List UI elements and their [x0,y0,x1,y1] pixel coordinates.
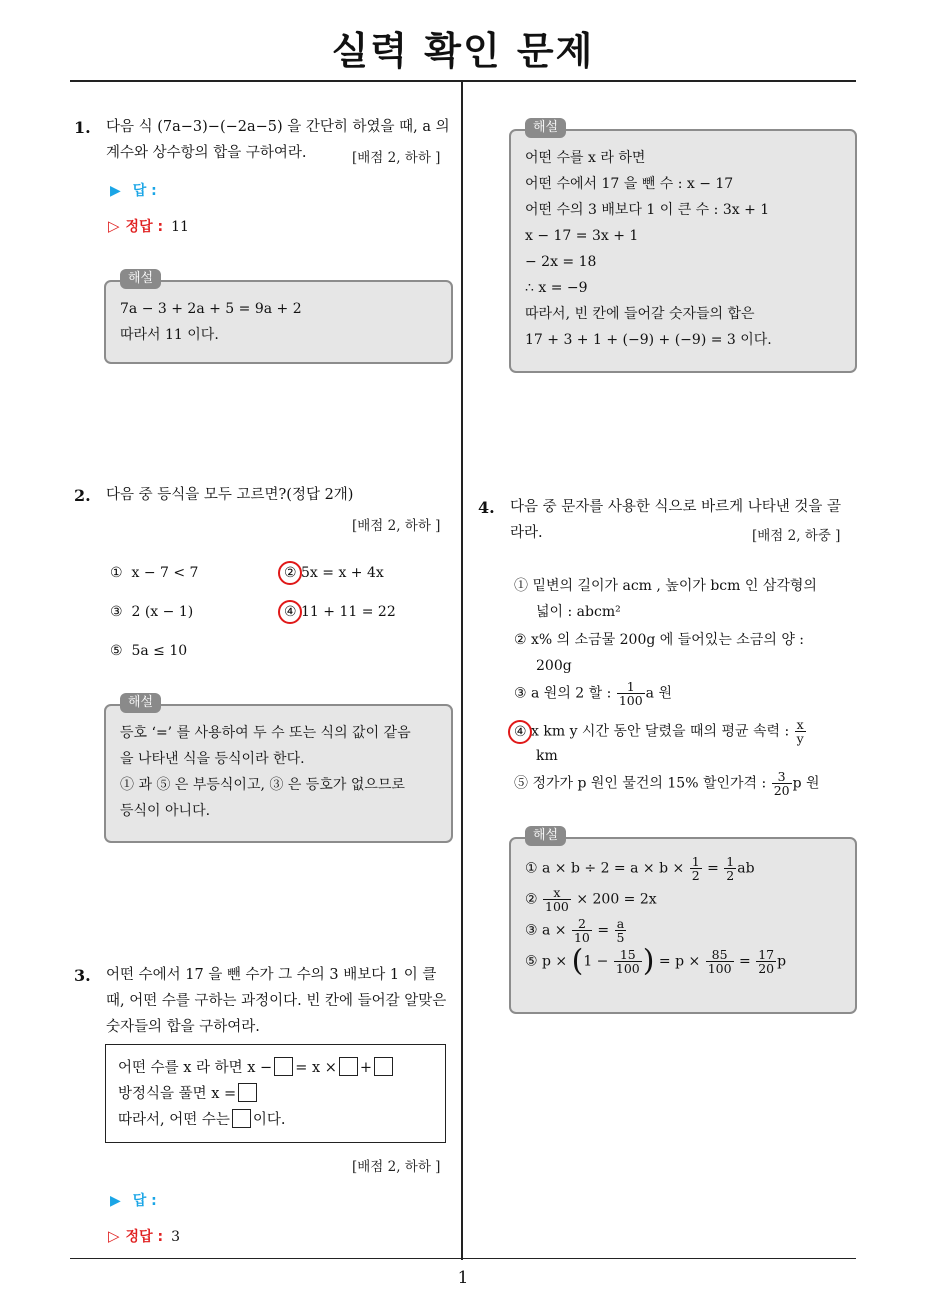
fraction [690,855,702,882]
expl-text: = [739,953,751,970]
answer-arrow-icon: ▶ [110,1193,121,1209]
explanation-line: 어떤 수의 3 배보다 1 이 큰 수 : 3x + 1 [525,202,770,218]
question-1-explanation [104,271,453,364]
q4-choice-5[interactable] [514,770,820,797]
explanation-line: 어떤 수에서 17 을 뺀 수 : x − 17 [525,176,734,192]
explanation-tag: 해설 [525,826,566,846]
question-3-text [106,962,458,1040]
numerator: 15 [614,948,642,962]
denominator: 100 [545,899,569,914]
explanation-line-2 [525,886,841,913]
choice-text: x km y 시간 동안 달렸을 때의 평균 속력 : [531,723,790,740]
question-3-answer-row [110,1190,157,1210]
choice-1[interactable] [110,565,198,581]
denominator: 10 [573,930,590,945]
question-3-explanation [509,120,857,373]
choice-text: 11 + 11 = 22 [301,604,396,620]
q4-choice-4[interactable] [514,718,807,767]
denominator: 100 [618,693,643,708]
box-line-2 [118,1081,433,1107]
numerator: 85 [706,948,734,962]
question-3-line-2: 때, 어떤 수를 구하는 과정이다. 빈 칸에 들어갈 알맞은 [106,993,447,1009]
choice-text: 2 (x − 1) [131,604,194,620]
choice-text: x − 7 < 7 [131,565,199,581]
paren: ( [571,943,584,979]
explanation-line: 따라서 11 이다. [120,327,219,343]
choice-text: 200g [536,658,572,674]
expl-text: = [707,860,719,877]
answer-label: 답 : [132,1193,157,1209]
fraction [615,917,627,944]
blank-box[interactable] [274,1057,293,1076]
numerator: x [796,717,804,732]
question-4-line-2: 라라. [510,525,543,541]
fraction [795,718,806,745]
fraction [772,770,792,797]
choice-mark: ① [110,565,123,581]
choice-text: p 원 [792,775,820,792]
denominator: 5 [616,930,625,945]
question-3-correct-row [108,1226,180,1246]
fraction [756,948,776,975]
explanation-line: 등호 ‘=’ 를 사용하여 두 수 또는 식의 값이 같음 [120,725,411,741]
question-4-meta: [배점 2, 하중 ] [752,528,841,544]
choice-text: ② x% 의 소금물 200g 에 들어있는 소금의 양 : [514,632,805,648]
question-4-explanation [509,828,857,1014]
column-divider [461,82,463,1260]
choice-4[interactable] [284,604,396,620]
explanation-line-1 [525,855,841,882]
expl-text: ② [525,891,538,908]
box-text: = x × [295,1060,337,1076]
denominator: 100 [615,961,640,976]
expl-text: = p × [658,953,701,970]
numerator: 3 [772,770,792,784]
q4-choice-2[interactable] [514,627,804,679]
explanation-tag: 해설 [120,693,161,713]
choice-mark: ② [284,565,297,581]
fraction [706,948,734,975]
answer-arrow-icon: ▶ [110,183,121,199]
denominator: 20 [758,961,775,976]
choice-2[interactable] [284,565,384,581]
question-1-meta: [배점 2, 하하 ] [352,150,441,166]
fraction [614,948,642,975]
explanation-line: x − 17 = 3x + 1 [525,228,639,244]
choice-text: 5x = x + 4x [301,565,384,581]
box-text: + [359,1060,373,1076]
question-3-number: 3. [74,966,91,985]
question-2-number: 2. [74,486,91,505]
bottom-rule [70,1258,856,1259]
numerator: 17 [758,947,775,962]
choice-3[interactable] [110,604,193,620]
choice-mark: ④ [284,604,297,620]
box-line-1 [118,1055,433,1081]
blank-box[interactable] [339,1057,358,1076]
expl-text: 1 − [583,953,609,970]
question-3-correct-value: 3 [171,1229,180,1245]
question-3-line-1: 어떤 수에서 17 을 뺀 수가 그 수의 3 배보다 1 이 클 [106,967,437,983]
paren: ) [642,943,655,979]
question-4-number: 4. [478,498,495,517]
expl-text: ⑤ p × [525,953,568,970]
selected-circle-icon [278,561,302,585]
choice-text: 넓이 : abcm² [536,604,621,620]
explanation-tag: 해설 [120,269,161,289]
choice-text: a 원 [645,685,672,702]
blank-box[interactable] [232,1109,251,1128]
box-text: 이다. [252,1112,286,1128]
correct-label: 정답 : [125,219,164,235]
explanation-line: 등식이 아니다. [120,803,211,819]
fraction [617,680,645,707]
page-number: 1 [457,1268,469,1288]
numerator: 1 [691,854,700,869]
correct-arrow-icon: ▷ [108,217,120,235]
expl-text: ① a × b ÷ 2 = a × b × [525,860,685,877]
denominator: y [796,731,804,746]
expl-text: ③ a × [525,922,567,939]
denominator: 20 [773,783,790,798]
page-title: 실력 확인 문제 [331,29,595,73]
numerator: a [615,917,627,931]
explanation-line: − 2x = 18 [525,254,597,270]
explanation-line: 어떤 수를 x 라 하면 [525,150,646,166]
question-1-line-1: 다음 식 (7a−3)−(−2a−5) 을 간단히 하였을 때, a 의 [106,119,450,135]
box-text: 방정식을 풀면 x = [118,1086,237,1102]
explanation-line: 을 나타낸 식을 등식이라 한다. [120,751,305,767]
choice-mark: ⑤ [110,643,123,659]
denominator: 2 [726,868,735,883]
question-1-correct-value: 11 [171,219,189,235]
choice-text: ③ a 원의 2 할 : [514,685,612,702]
selected-circle-icon [508,720,532,744]
correct-label: 정답 : [125,1229,164,1245]
question-3-meta: [배점 2, 하하 ] [352,1159,441,1175]
denominator: 2 [691,868,700,883]
answer-label: 답 : [132,183,157,199]
choice-text: ① 밑변의 길이가 acm , 높이가 bcm 인 삼각형의 [514,578,817,594]
expl-text: = [597,922,610,939]
expl-text: p [777,953,787,970]
numerator: 2 [572,917,592,931]
fraction [724,855,736,882]
question-1-line-2: 계수와 상수항의 합을 구하여라. [106,145,307,161]
question-1-correct-row [108,216,189,236]
choice-mark: ③ [110,604,123,620]
blank-box[interactable] [238,1083,257,1102]
question-2-explanation [104,695,453,843]
choice-text: ⑤ 정가가 p 원인 물건의 15% 할인가격 : [514,775,767,792]
question-1-number: 1. [74,118,91,137]
question-3-line-3: 숫자들의 합을 구하여라. [106,1019,260,1035]
explanation-line: 따라서, 빈 칸에 들어갈 숫자들의 합은 [525,306,755,322]
fraction [572,917,592,944]
explanation-line: 17 + 3 + 1 + (−9) + (−9) = 3 이다. [525,332,772,348]
box-text: 따라서, 어떤 수는 [118,1112,230,1128]
fraction [543,886,571,913]
choice-text: 5a ≤ 10 [131,643,188,659]
box-line-3 [118,1107,433,1133]
explanation-line-3 [525,917,841,944]
explanation-line: ① 과 ⑤ 은 부등식이고, ③ 은 등호가 없으므로 [120,777,405,793]
question-4-line-1: 다음 중 문자를 사용한 식으로 바르게 나타낸 것을 골 [510,499,842,515]
expl-text: ab [737,860,755,877]
denominator: 100 [707,961,732,976]
explanation-tag: 해설 [525,118,566,138]
explanation-line-5 [525,943,841,979]
choice-5[interactable] [110,643,187,659]
explanation-line: 7a − 3 + 2a + 5 = 9a + 2 [120,301,302,317]
choice-text: km [536,748,558,764]
choice-mark: ④ [514,723,527,740]
numerator: 1 [617,680,645,694]
blank-box[interactable] [374,1057,393,1076]
numerator: x [543,886,571,900]
explanation-line: ∴ x = −9 [525,280,588,296]
expl-text: × 200 = 2x [576,891,657,908]
box-text: 어떤 수를 x 라 하면 x − [118,1060,273,1076]
question-2-meta: [배점 2, 하하 ] [352,518,441,534]
numerator: 1 [726,854,735,869]
question-3-problem-box [105,1044,446,1143]
question-1-answer-row [110,180,157,200]
selected-circle-icon [278,600,302,624]
top-rule [70,80,856,82]
q4-choice-3[interactable] [514,680,672,707]
q4-choice-1[interactable] [514,573,817,625]
correct-arrow-icon: ▷ [108,1227,120,1245]
question-2-text: 다음 중 등식을 모두 고르면?(정답 2개) [106,487,354,503]
